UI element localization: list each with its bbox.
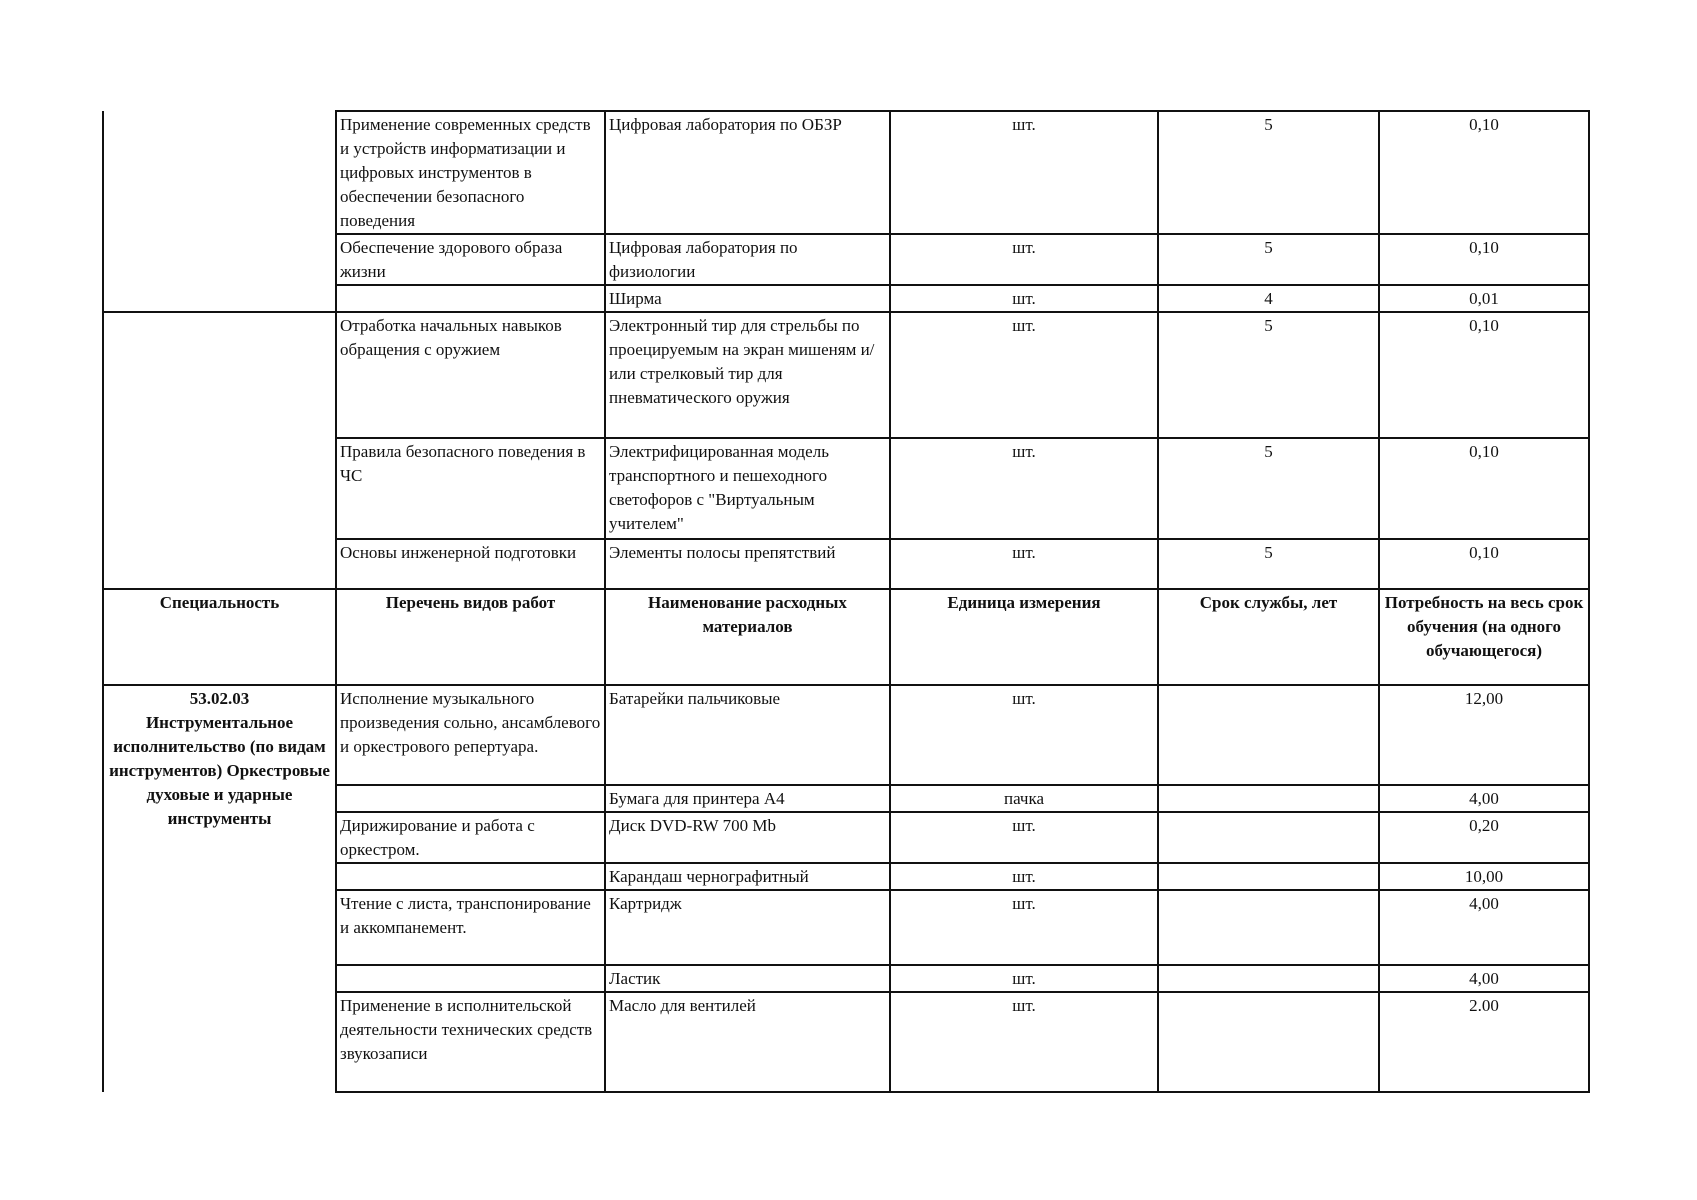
unit-cell: шт. [890, 285, 1158, 312]
work-cell [336, 785, 605, 812]
work-cell: Основы инженерной подготовки [336, 539, 605, 589]
term-cell: 4 [1158, 285, 1379, 312]
material-cell: Ширма [605, 285, 890, 312]
unit-cell: шт. [890, 539, 1158, 589]
material-cell: Ластик [605, 965, 890, 992]
work-cell [336, 863, 605, 890]
specialty-cell-empty [103, 111, 336, 312]
unit-cell: шт. [890, 111, 1158, 234]
term-cell: 5 [1158, 234, 1379, 285]
specialty-name: Инструментальное исполнительство (по видам инструментов) Оркестровые духовые и ударные инструменты [109, 713, 330, 828]
work-cell: Чтение с листа, транспонирование и аккомпанемент. [336, 890, 605, 965]
unit-cell: шт. [890, 234, 1158, 285]
term-cell [1158, 992, 1379, 1092]
need-cell: 0,01 [1379, 285, 1589, 312]
term-cell: 5 [1158, 438, 1379, 539]
material-cell: Электронный тир для стрельбы по проецируемым на экран мишеням и/или стрелковый тир для пневматического оружия [605, 312, 890, 438]
unit-cell: шт. [890, 812, 1158, 863]
unit-cell: шт. [890, 965, 1158, 992]
header-materials: Наименование расходных материалов [605, 589, 890, 685]
table-header-row [103, 589, 1589, 685]
material-cell: Цифровая лаборатория по ОБЗР [605, 111, 890, 234]
need-cell: 2.00 [1379, 992, 1589, 1092]
material-cell: Электрифицированная модель транспортного и пешеходного светофоров с "Виртуальным учителем" [605, 438, 890, 539]
materials-table [102, 110, 1590, 1093]
need-cell: 0,20 [1379, 812, 1589, 863]
table-row [103, 111, 1589, 234]
material-cell: Картридж [605, 890, 890, 965]
need-cell: 10,00 [1379, 863, 1589, 890]
unit-cell: шт. [890, 863, 1158, 890]
need-cell: 4,00 [1379, 965, 1589, 992]
header-unit: Единица измерения [890, 589, 1158, 685]
work-cell: Отработка начальных навыков обращения с оружием [336, 312, 605, 438]
need-cell: 0,10 [1379, 234, 1589, 285]
term-cell [1158, 863, 1379, 890]
work-cell: Применение в исполнительской деятельности технических средств звукозаписи [336, 992, 605, 1092]
term-cell: 5 [1158, 111, 1379, 234]
header-need: Потребность на весь срок обучения (на одного обучающегося) [1379, 589, 1589, 685]
work-cell: Применение современных средств и устройств информатизации и цифровых инструментов в обеспечении безопасного поведения [336, 111, 605, 234]
need-cell: 12,00 [1379, 685, 1589, 785]
material-cell: Карандаш чернографитный [605, 863, 890, 890]
specialty-cell-empty [103, 312, 336, 589]
need-cell: 0,10 [1379, 312, 1589, 438]
term-cell: 5 [1158, 539, 1379, 589]
material-cell: Элементы полосы препятствий [605, 539, 890, 589]
work-cell [336, 285, 605, 312]
need-cell: 0,10 [1379, 539, 1589, 589]
material-cell: Диск DVD-RW 700 Mb [605, 812, 890, 863]
term-cell [1158, 685, 1379, 785]
material-cell: Цифровая лаборатория по физиологии [605, 234, 890, 285]
need-cell: 4,00 [1379, 785, 1589, 812]
unit-cell: шт. [890, 438, 1158, 539]
header-term: Срок службы, лет [1158, 589, 1379, 685]
unit-cell: шт. [890, 890, 1158, 965]
unit-cell: шт. [890, 685, 1158, 785]
specialty-code: 53.02.03 [189, 689, 250, 708]
need-cell: 4,00 [1379, 890, 1589, 965]
material-cell: Бумага для принтера А4 [605, 785, 890, 812]
material-cell: Батарейки пальчиковые [605, 685, 890, 785]
term-cell [1158, 785, 1379, 812]
work-cell [336, 965, 605, 992]
work-cell: Дирижирование и работа с оркестром. [336, 812, 605, 863]
unit-cell: шт. [890, 992, 1158, 1092]
header-works: Перечень видов работ [336, 589, 605, 685]
term-cell: 5 [1158, 312, 1379, 438]
specialty-cell [103, 685, 336, 1092]
table-row [103, 685, 1589, 785]
work-cell: Правила безопасного поведения в ЧС [336, 438, 605, 539]
unit-cell: шт. [890, 312, 1158, 438]
need-cell: 0,10 [1379, 111, 1589, 234]
term-cell [1158, 965, 1379, 992]
work-cell: Обеспечение здорового образа жизни [336, 234, 605, 285]
header-specialty: Специальность [103, 589, 336, 685]
need-cell: 0,10 [1379, 438, 1589, 539]
table-row [103, 312, 1589, 438]
term-cell [1158, 812, 1379, 863]
unit-cell: пачка [890, 785, 1158, 812]
term-cell [1158, 890, 1379, 965]
work-cell: Исполнение музыкального произведения сольно, ансамблевого и оркестрового репертуара. [336, 685, 605, 785]
material-cell: Масло для вентилей [605, 992, 890, 1092]
